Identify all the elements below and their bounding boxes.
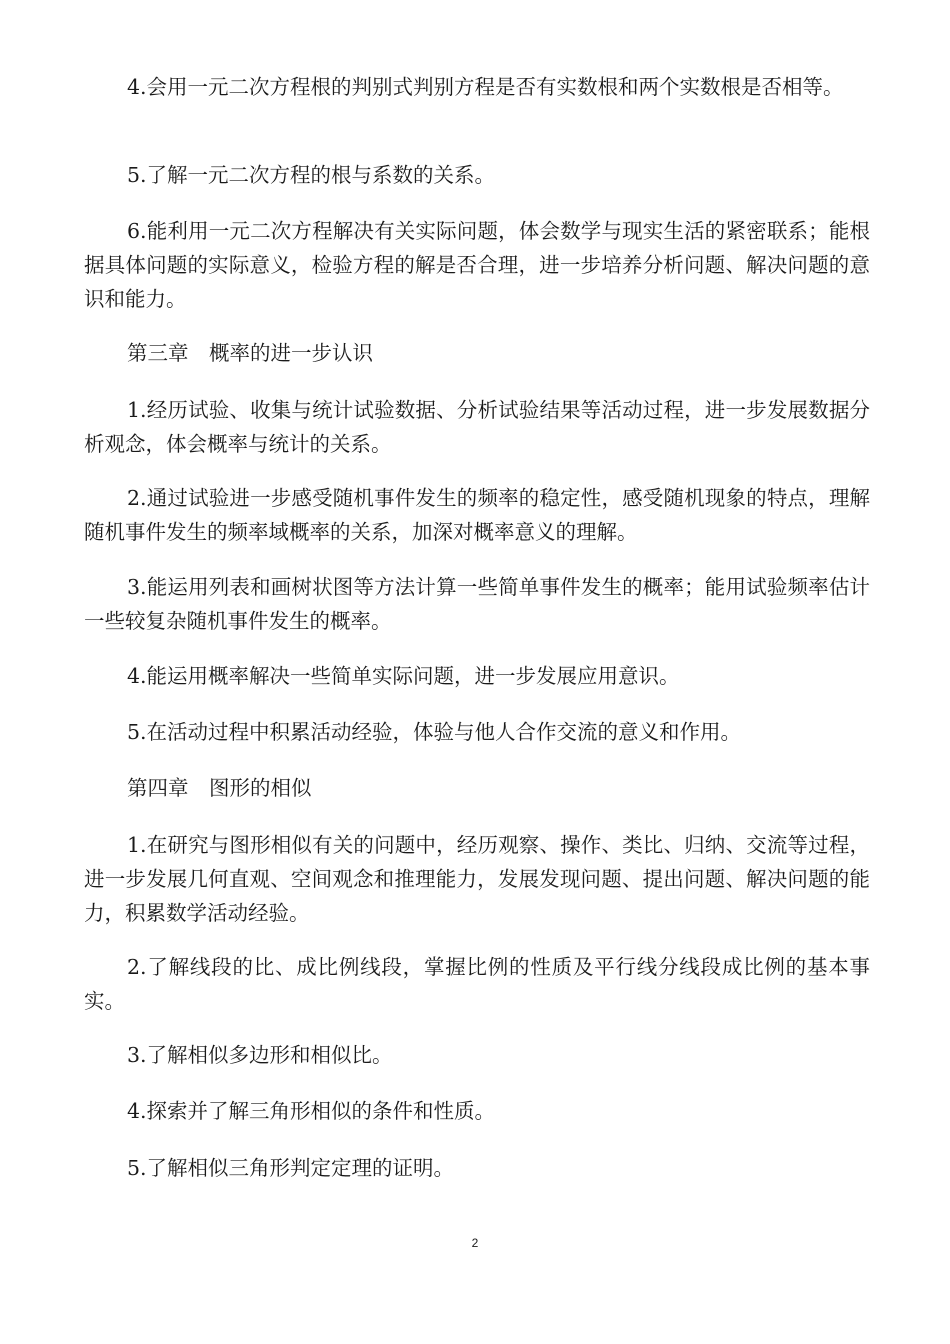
- paragraph-ch2-item5: 5.了解一元二次方程的根与系数的关系。: [127, 163, 496, 187]
- paragraph-ch4-item1: 1.在研究与图形相似有关的问题中，经历观察、操作、类比、归纳、交流等过程，进一步发展几何直观、空间观念和推理能力，发展发现问题、提出问题、解决问题的能力，积累数学活动经验。: [84, 833, 870, 925]
- paragraph-ch3-item2: 2.通过试验进一步感受随机事件发生的频率的稳定性，感受随机现象的特点，理解随机事件发生的频率域概率的关系，加深对概率意义的理解。: [84, 486, 870, 544]
- paragraph-ch4-item4: 4.探索并了解三角形相似的条件和性质。: [127, 1099, 496, 1123]
- paragraph-ch3-item3: 3.能运用列表和画树状图等方法计算一些简单事件发生的概率；能用试验频率估计一些较复杂随机事件发生的概率。: [84, 575, 870, 633]
- chapter-heading-4: 第四章 图形的相似: [127, 776, 312, 800]
- paragraph-ch2-item4: 4.会用一元二次方程根的判别式判别方程是否有实数根和两个实数根是否相等。: [127, 75, 844, 99]
- paragraph-ch3-item4: 4.能运用概率解决一些简单实际问题，进一步发展应用意识。: [127, 664, 680, 688]
- paragraph-ch2-item6: 6.能利用一元二次方程解决有关实际问题，体会数学与现实生活的紧密联系；能根据具体问题的实际意义，检验方程的解是否合理，进一步培养分析问题、解决问题的意识和能力。: [84, 219, 870, 311]
- paragraph-ch3-item1: 1.经历试验、收集与统计试验数据、分析试验结果等活动过程，进一步发展数据分析观念，体会概率与统计的关系。: [84, 398, 870, 456]
- paragraph-ch3-item5: 5.在活动过程中积累活动经验，体验与他人合作交流的意义和作用。: [127, 720, 742, 744]
- page-number: 2: [471, 1236, 479, 1250]
- paragraph-ch4-item5: 5.了解相似三角形判定定理的证明。: [127, 1156, 455, 1180]
- paragraph-ch4-item3: 3.了解相似多边形和相似比。: [127, 1043, 393, 1067]
- chapter-heading-3: 第三章 概率的进一步认识: [127, 341, 373, 365]
- paragraph-ch4-item2: 2.了解线段的比、成比例线段，掌握比例的性质及平行线分线段成比例的基本事实。: [84, 955, 870, 1013]
